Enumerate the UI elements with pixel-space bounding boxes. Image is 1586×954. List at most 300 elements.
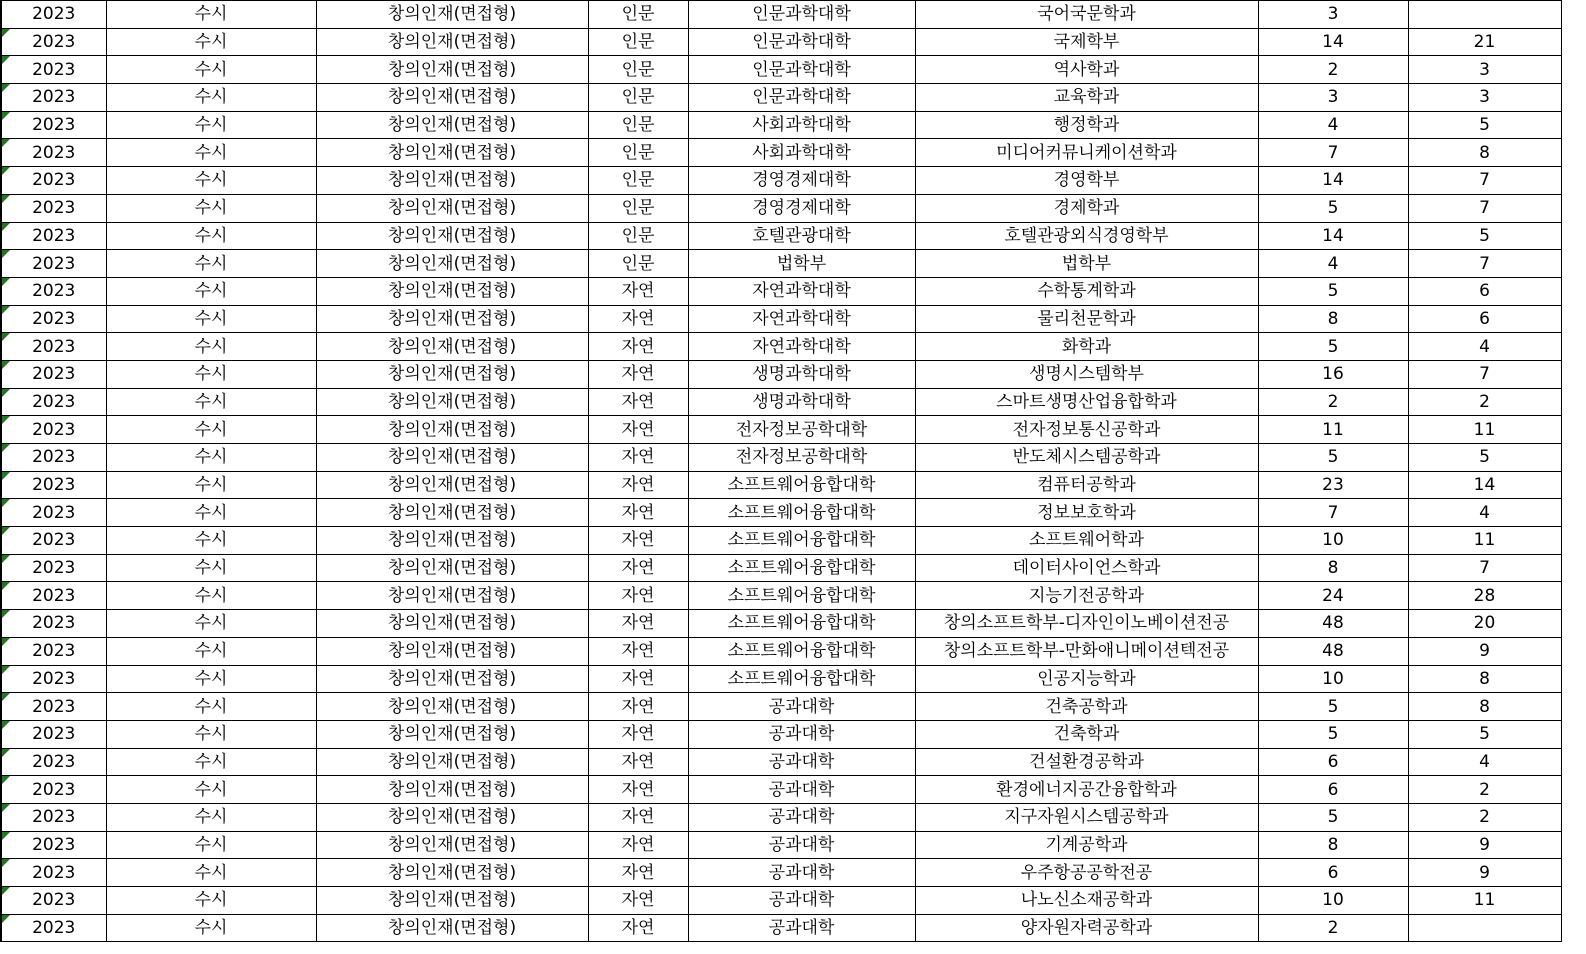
cell-college[interactable] <box>688 1 915 29</box>
cell-field[interactable] <box>588 56 688 84</box>
cell-college[interactable] <box>688 748 915 776</box>
cell-quota[interactable] <box>1258 388 1408 416</box>
cell-quota[interactable] <box>1258 111 1408 139</box>
cell-year[interactable] <box>1 831 106 859</box>
cell-quota[interactable] <box>1258 28 1408 56</box>
cell-admission-track[interactable] <box>316 554 588 582</box>
cell-admission-track[interactable] <box>316 748 588 776</box>
cell-department[interactable] <box>915 388 1258 416</box>
error-indicator-icon[interactable] <box>2 139 10 147</box>
cell-department[interactable] <box>915 139 1258 167</box>
cell-competition[interactable] <box>1408 28 1561 56</box>
error-indicator-icon[interactable] <box>2 223 10 231</box>
error-indicator-icon[interactable] <box>2 444 10 452</box>
cell-admission-type[interactable] <box>106 665 316 693</box>
cell-admission-type[interactable] <box>106 444 316 472</box>
cell-year[interactable] <box>1 859 106 887</box>
cell-department[interactable] <box>915 305 1258 333</box>
cell-admission-type[interactable] <box>106 748 316 776</box>
cell-department[interactable] <box>915 360 1258 388</box>
cell-year[interactable] <box>1 582 106 610</box>
cell-field[interactable] <box>588 720 688 748</box>
cell-department[interactable] <box>915 748 1258 776</box>
cell-quota[interactable] <box>1258 914 1408 942</box>
cell-college[interactable] <box>688 554 915 582</box>
cell-department[interactable] <box>915 803 1258 831</box>
cell-admission-track[interactable] <box>316 610 588 638</box>
cell-field[interactable] <box>588 388 688 416</box>
cell-college[interactable] <box>688 582 915 610</box>
cell-admission-type[interactable] <box>106 554 316 582</box>
cell-quota[interactable] <box>1258 416 1408 444</box>
cell-field[interactable] <box>588 167 688 195</box>
cell-admission-type[interactable] <box>106 637 316 665</box>
cell-admission-track[interactable] <box>316 859 588 887</box>
cell-college[interactable] <box>688 277 915 305</box>
cell-quota[interactable] <box>1258 693 1408 721</box>
cell-department[interactable] <box>915 499 1258 527</box>
cell-field[interactable] <box>588 554 688 582</box>
cell-college[interactable] <box>688 360 915 388</box>
cell-department[interactable] <box>915 582 1258 610</box>
cell-competition[interactable] <box>1408 56 1561 84</box>
cell-admission-type[interactable] <box>106 250 316 278</box>
cell-year[interactable] <box>1 56 106 84</box>
cell-department[interactable] <box>915 194 1258 222</box>
cell-department[interactable] <box>915 84 1258 112</box>
error-indicator-icon[interactable] <box>2 167 10 175</box>
cell-college[interactable] <box>688 305 915 333</box>
cell-year[interactable] <box>1 665 106 693</box>
cell-college[interactable] <box>688 610 915 638</box>
cell-year[interactable] <box>1 167 106 195</box>
cell-admission-track[interactable] <box>316 277 588 305</box>
cell-admission-type[interactable] <box>106 277 316 305</box>
cell-year[interactable] <box>1 139 106 167</box>
cell-admission-type[interactable] <box>106 333 316 361</box>
cell-college[interactable] <box>688 416 915 444</box>
error-indicator-icon[interactable] <box>2 527 10 535</box>
cell-field[interactable] <box>588 139 688 167</box>
cell-field[interactable] <box>588 748 688 776</box>
cell-department[interactable] <box>915 28 1258 56</box>
cell-college[interactable] <box>688 665 915 693</box>
cell-field[interactable] <box>588 333 688 361</box>
cell-year[interactable] <box>1 914 106 942</box>
cell-quota[interactable] <box>1258 831 1408 859</box>
cell-admission-track[interactable] <box>316 1 588 29</box>
cell-admission-type[interactable] <box>106 471 316 499</box>
cell-quota[interactable] <box>1258 748 1408 776</box>
cell-competition[interactable] <box>1408 554 1561 582</box>
cell-quota[interactable] <box>1258 360 1408 388</box>
cell-college[interactable] <box>688 499 915 527</box>
cell-college[interactable] <box>688 693 915 721</box>
cell-department[interactable] <box>915 554 1258 582</box>
cell-year[interactable] <box>1 84 106 112</box>
error-indicator-icon[interactable] <box>2 499 10 507</box>
cell-competition[interactable] <box>1408 527 1561 555</box>
error-indicator-icon[interactable] <box>2 361 10 369</box>
cell-admission-type[interactable] <box>106 776 316 804</box>
cell-admission-type[interactable] <box>106 416 316 444</box>
cell-year[interactable] <box>1 471 106 499</box>
cell-competition[interactable] <box>1408 748 1561 776</box>
cell-admission-track[interactable] <box>316 499 588 527</box>
cell-year[interactable] <box>1 803 106 831</box>
cell-admission-track[interactable] <box>316 803 588 831</box>
cell-admission-type[interactable] <box>106 803 316 831</box>
cell-college[interactable] <box>688 111 915 139</box>
cell-admission-type[interactable] <box>106 582 316 610</box>
cell-college[interactable] <box>688 167 915 195</box>
error-indicator-icon[interactable] <box>2 112 10 120</box>
cell-department[interactable] <box>915 111 1258 139</box>
cell-field[interactable] <box>588 277 688 305</box>
error-indicator-icon[interactable] <box>2 832 10 840</box>
cell-quota[interactable] <box>1258 887 1408 915</box>
cell-college[interactable] <box>688 471 915 499</box>
cell-competition[interactable] <box>1408 250 1561 278</box>
cell-department[interactable] <box>915 416 1258 444</box>
cell-college[interactable] <box>688 887 915 915</box>
cell-department[interactable] <box>915 914 1258 942</box>
cell-year[interactable] <box>1 333 106 361</box>
cell-competition[interactable] <box>1408 444 1561 472</box>
cell-college[interactable] <box>688 444 915 472</box>
cell-admission-type[interactable] <box>106 527 316 555</box>
cell-department[interactable] <box>915 527 1258 555</box>
cell-admission-track[interactable] <box>316 305 588 333</box>
error-indicator-icon[interactable] <box>2 84 10 92</box>
cell-admission-type[interactable] <box>106 388 316 416</box>
cell-department[interactable] <box>915 444 1258 472</box>
cell-year[interactable] <box>1 388 106 416</box>
cell-field[interactable] <box>588 250 688 278</box>
cell-department[interactable] <box>915 665 1258 693</box>
error-indicator-icon[interactable] <box>2 749 10 757</box>
cell-year[interactable] <box>1 194 106 222</box>
cell-year[interactable] <box>1 1 106 29</box>
cell-competition[interactable] <box>1408 776 1561 804</box>
cell-department[interactable] <box>915 250 1258 278</box>
cell-admission-track[interactable] <box>316 582 588 610</box>
error-indicator-icon[interactable] <box>2 389 10 397</box>
cell-admission-track[interactable] <box>316 360 588 388</box>
cell-admission-type[interactable] <box>106 887 316 915</box>
cell-college[interactable] <box>688 637 915 665</box>
cell-competition[interactable] <box>1408 887 1561 915</box>
cell-admission-track[interactable] <box>316 444 588 472</box>
cell-field[interactable] <box>588 471 688 499</box>
error-indicator-icon[interactable] <box>2 29 10 37</box>
cell-admission-track[interactable] <box>316 250 588 278</box>
error-indicator-icon[interactable] <box>2 472 10 480</box>
cell-competition[interactable] <box>1408 111 1561 139</box>
error-indicator-icon[interactable] <box>2 195 10 203</box>
cell-admission-track[interactable] <box>316 914 588 942</box>
cell-college[interactable] <box>688 28 915 56</box>
cell-year[interactable] <box>1 776 106 804</box>
cell-department[interactable] <box>915 1 1258 29</box>
cell-college[interactable] <box>688 527 915 555</box>
cell-admission-type[interactable] <box>106 610 316 638</box>
error-indicator-icon[interactable] <box>2 250 10 258</box>
cell-field[interactable] <box>588 416 688 444</box>
error-indicator-icon[interactable] <box>2 582 10 590</box>
cell-admission-track[interactable] <box>316 139 588 167</box>
cell-field[interactable] <box>588 527 688 555</box>
cell-competition[interactable] <box>1408 499 1561 527</box>
cell-admission-track[interactable] <box>316 471 588 499</box>
cell-quota[interactable] <box>1258 167 1408 195</box>
cell-field[interactable] <box>588 665 688 693</box>
cell-year[interactable] <box>1 28 106 56</box>
cell-year[interactable] <box>1 111 106 139</box>
cell-admission-track[interactable] <box>316 167 588 195</box>
cell-competition[interactable] <box>1408 582 1561 610</box>
cell-competition[interactable] <box>1408 139 1561 167</box>
error-indicator-icon[interactable] <box>2 915 10 923</box>
error-indicator-icon[interactable] <box>2 804 10 812</box>
cell-admission-type[interactable] <box>106 720 316 748</box>
cell-admission-type[interactable] <box>106 305 316 333</box>
cell-field[interactable] <box>588 610 688 638</box>
cell-field[interactable] <box>588 887 688 915</box>
cell-year[interactable] <box>1 416 106 444</box>
cell-admission-track[interactable] <box>316 720 588 748</box>
cell-year[interactable] <box>1 360 106 388</box>
cell-year[interactable] <box>1 554 106 582</box>
cell-quota[interactable] <box>1258 859 1408 887</box>
cell-college[interactable] <box>688 803 915 831</box>
cell-admission-track[interactable] <box>316 693 588 721</box>
error-indicator-icon[interactable] <box>2 278 10 286</box>
error-indicator-icon[interactable] <box>2 859 10 867</box>
cell-competition[interactable] <box>1408 831 1561 859</box>
cell-admission-track[interactable] <box>316 527 588 555</box>
cell-department[interactable] <box>915 693 1258 721</box>
cell-field[interactable] <box>588 84 688 112</box>
cell-quota[interactable] <box>1258 139 1408 167</box>
cell-quota[interactable] <box>1258 776 1408 804</box>
cell-admission-type[interactable] <box>106 499 316 527</box>
cell-field[interactable] <box>588 305 688 333</box>
cell-field[interactable] <box>588 444 688 472</box>
cell-department[interactable] <box>915 471 1258 499</box>
cell-college[interactable] <box>688 194 915 222</box>
cell-quota[interactable] <box>1258 637 1408 665</box>
cell-year[interactable] <box>1 693 106 721</box>
cell-admission-type[interactable] <box>106 28 316 56</box>
cell-year[interactable] <box>1 527 106 555</box>
cell-competition[interactable] <box>1408 1 1561 29</box>
cell-competition[interactable] <box>1408 914 1561 942</box>
cell-admission-type[interactable] <box>106 194 316 222</box>
cell-quota[interactable] <box>1258 610 1408 638</box>
cell-admission-track[interactable] <box>316 194 588 222</box>
cell-year[interactable] <box>1 250 106 278</box>
error-indicator-icon[interactable] <box>2 306 10 314</box>
cell-competition[interactable] <box>1408 277 1561 305</box>
cell-competition[interactable] <box>1408 416 1561 444</box>
cell-department[interactable] <box>915 776 1258 804</box>
cell-admission-track[interactable] <box>316 887 588 915</box>
cell-year[interactable] <box>1 305 106 333</box>
cell-quota[interactable] <box>1258 471 1408 499</box>
cell-quota[interactable] <box>1258 720 1408 748</box>
cell-quota[interactable] <box>1258 582 1408 610</box>
cell-admission-type[interactable] <box>106 1 316 29</box>
cell-quota[interactable] <box>1258 333 1408 361</box>
cell-department[interactable] <box>915 887 1258 915</box>
cell-college[interactable] <box>688 776 915 804</box>
cell-competition[interactable] <box>1408 222 1561 250</box>
cell-field[interactable] <box>588 831 688 859</box>
cell-admission-type[interactable] <box>106 859 316 887</box>
cell-competition[interactable] <box>1408 720 1561 748</box>
cell-department[interactable] <box>915 222 1258 250</box>
cell-college[interactable] <box>688 914 915 942</box>
cell-admission-type[interactable] <box>106 914 316 942</box>
cell-competition[interactable] <box>1408 167 1561 195</box>
error-indicator-icon[interactable] <box>2 693 10 701</box>
cell-quota[interactable] <box>1258 665 1408 693</box>
cell-department[interactable] <box>915 720 1258 748</box>
cell-year[interactable] <box>1 499 106 527</box>
cell-department[interactable] <box>915 637 1258 665</box>
cell-college[interactable] <box>688 720 915 748</box>
cell-quota[interactable] <box>1258 499 1408 527</box>
cell-department[interactable] <box>915 859 1258 887</box>
cell-admission-type[interactable] <box>106 84 316 112</box>
cell-admission-track[interactable] <box>316 776 588 804</box>
error-indicator-icon[interactable] <box>2 776 10 784</box>
cell-quota[interactable] <box>1258 803 1408 831</box>
cell-competition[interactable] <box>1408 388 1561 416</box>
cell-admission-track[interactable] <box>316 222 588 250</box>
error-indicator-icon[interactable] <box>2 416 10 424</box>
cell-quota[interactable] <box>1258 1 1408 29</box>
cell-admission-track[interactable] <box>316 416 588 444</box>
cell-quota[interactable] <box>1258 84 1408 112</box>
cell-college[interactable] <box>688 333 915 361</box>
cell-admission-track[interactable] <box>316 637 588 665</box>
error-indicator-icon[interactable] <box>2 721 10 729</box>
error-indicator-icon[interactable] <box>2 610 10 618</box>
error-indicator-icon[interactable] <box>2 555 10 563</box>
cell-admission-type[interactable] <box>106 831 316 859</box>
cell-quota[interactable] <box>1258 527 1408 555</box>
cell-admission-type[interactable] <box>106 222 316 250</box>
cell-college[interactable] <box>688 222 915 250</box>
cell-quota[interactable] <box>1258 194 1408 222</box>
cell-year[interactable] <box>1 277 106 305</box>
cell-college[interactable] <box>688 250 915 278</box>
cell-department[interactable] <box>915 831 1258 859</box>
cell-college[interactable] <box>688 831 915 859</box>
cell-college[interactable] <box>688 139 915 167</box>
cell-quota[interactable] <box>1258 444 1408 472</box>
cell-field[interactable] <box>588 194 688 222</box>
cell-field[interactable] <box>588 582 688 610</box>
cell-admission-type[interactable] <box>106 360 316 388</box>
cell-competition[interactable] <box>1408 305 1561 333</box>
cell-year[interactable] <box>1 610 106 638</box>
cell-admission-type[interactable] <box>106 693 316 721</box>
cell-admission-type[interactable] <box>106 139 316 167</box>
cell-competition[interactable] <box>1408 693 1561 721</box>
cell-competition[interactable] <box>1408 803 1561 831</box>
cell-college[interactable] <box>688 84 915 112</box>
cell-field[interactable] <box>588 803 688 831</box>
cell-admission-track[interactable] <box>316 28 588 56</box>
cell-quota[interactable] <box>1258 222 1408 250</box>
cell-year[interactable] <box>1 887 106 915</box>
cell-admission-track[interactable] <box>316 111 588 139</box>
cell-year[interactable] <box>1 222 106 250</box>
cell-field[interactable] <box>588 637 688 665</box>
cell-field[interactable] <box>588 360 688 388</box>
cell-competition[interactable] <box>1408 333 1561 361</box>
cell-quota[interactable] <box>1258 277 1408 305</box>
cell-year[interactable] <box>1 637 106 665</box>
cell-competition[interactable] <box>1408 360 1561 388</box>
cell-admission-track[interactable] <box>316 388 588 416</box>
cell-admission-track[interactable] <box>316 831 588 859</box>
cell-quota[interactable] <box>1258 554 1408 582</box>
cell-year[interactable] <box>1 444 106 472</box>
error-indicator-icon[interactable] <box>2 887 10 895</box>
cell-college[interactable] <box>688 388 915 416</box>
cell-admission-track[interactable] <box>316 56 588 84</box>
cell-admission-track[interactable] <box>316 333 588 361</box>
cell-field[interactable] <box>588 111 688 139</box>
cell-quota[interactable] <box>1258 305 1408 333</box>
cell-admission-type[interactable] <box>106 167 316 195</box>
cell-college[interactable] <box>688 56 915 84</box>
cell-department[interactable] <box>915 277 1258 305</box>
cell-department[interactable] <box>915 610 1258 638</box>
cell-quota[interactable] <box>1258 250 1408 278</box>
cell-admission-type[interactable] <box>106 56 316 84</box>
cell-field[interactable] <box>588 1 688 29</box>
cell-field[interactable] <box>588 499 688 527</box>
cell-year[interactable] <box>1 720 106 748</box>
cell-competition[interactable] <box>1408 84 1561 112</box>
error-indicator-icon[interactable] <box>2 666 10 674</box>
cell-competition[interactable] <box>1408 194 1561 222</box>
error-indicator-icon[interactable] <box>2 638 10 646</box>
cell-field[interactable] <box>588 222 688 250</box>
cell-department[interactable] <box>915 167 1258 195</box>
cell-department[interactable] <box>915 56 1258 84</box>
cell-department[interactable] <box>915 333 1258 361</box>
cell-competition[interactable] <box>1408 637 1561 665</box>
cell-field[interactable] <box>588 914 688 942</box>
error-indicator-icon[interactable] <box>2 333 10 341</box>
cell-field[interactable] <box>588 28 688 56</box>
cell-college[interactable] <box>688 859 915 887</box>
cell-field[interactable] <box>588 859 688 887</box>
cell-quota[interactable] <box>1258 56 1408 84</box>
cell-competition[interactable] <box>1408 610 1561 638</box>
cell-competition[interactable] <box>1408 859 1561 887</box>
cell-year[interactable] <box>1 748 106 776</box>
cell-field[interactable] <box>588 693 688 721</box>
cell-field[interactable] <box>588 776 688 804</box>
cell-competition[interactable] <box>1408 471 1561 499</box>
